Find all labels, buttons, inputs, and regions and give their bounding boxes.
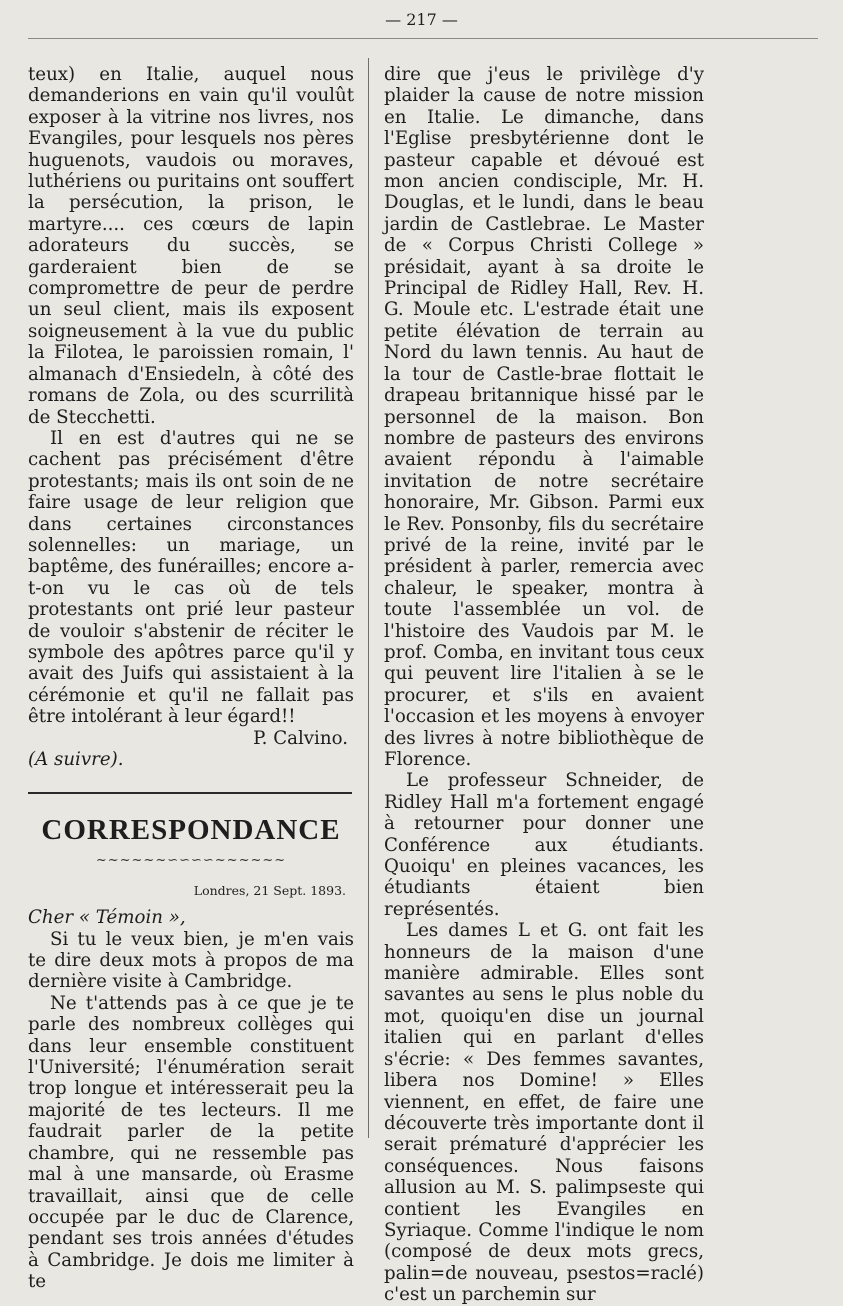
letter-salutation: Cher « Témoin », — [28, 907, 186, 929]
letter-dateline: Londres, 21 Sept. 1893. — [193, 882, 346, 898]
page-number: — 217 — — [385, 10, 458, 29]
to-be-continued-note: (A suivre). — [28, 749, 124, 770]
section-title: CORRESPONDANCE — [41, 814, 341, 847]
left-column — [28, 64, 354, 1293]
section-divider — [28, 792, 352, 794]
right-paragraph-1: dire que j'eus le privilège d'y plaider la cause de notre mission en Italie. Le dimanche, dans l'Eglise presbytérienne dont le pasteur capable et dévoué est mon ancien condisciple, Mr. H. Douglas, et le lundi, dans le beau jardin de Castlebrae. Le Master de « Corpus Christi College » présidait, ayant à sa droite le Principal de Ridley Hall, Rev. H. G. Moule etc. L'estrade était une petite élévation de terrain au Nord du lawn tennis. Au haut de la tour de Castle-brae flottait le drapeau britannique hissé par le personnel de la maison. Bon nombre de pasteurs des environs avaient répondu à l'aimable invitation de notre secrétaire honoraire, Mr. Gibson. Parmi eux le Rev. Ponsonby, fils du secrétaire privé de la reine, invité par le président à parler, remercia avec chaleur, le speaker, montra à toute l'assemblée un vol. de l'histoire des Vaudois par M. le prof. Comba, en invitant tous ceux qui peuvent lire l'italien à se le procurer, et s'ils en avaient l'occasion et les moyens à envoyer des livres à notre bibliothèque de Florence. — [384, 64, 704, 770]
left-paragraph-1: teux) en Italie, auquel nous demanderions en vain qu'il voulût exposer à la vitrine nos livres, nos Evangiles, pour lesquels nos pères huguenots, vaudois ou moraves, luthériens ou puritains ont souffert la persécution, la prison, le martyre.... ces cœurs de lapin adorateurs du succès, se garderaient bien de se compromettre de peur de perdre un seul client, mais ils exposent soigneusement à la vue du public la Filotea, le paroissien romain, l' almanach d'Ensiedeln, à côté des romans de Zola, ou des scurrilità de Stecchetti. — [28, 64, 354, 428]
letter-paragraph-2: Ne t'attends pas à ce que je te parle des nombreux collèges qui dans leur ensemble constituent l'Université; l'énumération serait trop longue et intéresserait peu la majorité de tes lecteurs. Il me faudrait parler de la petite chambre, qui ne ressemble pas mal à une mansarde, où Erasme travaillait, ainsi que de celle occupée par le duc de Clarence, pendant ses trois années d'études à Cambridge. Je dois me limiter à te — [28, 992, 354, 1293]
column-divider — [368, 58, 369, 1138]
right-paragraph-2: Le professeur Schneider, de Ridley Hall m'a fortement engagé à retourner pour donner une Conférence aux étudiants. Quoiqu' en pleines vacances, les étudiants étaient bien représentés. — [384, 770, 704, 920]
title-ornament: ~~~~~~∽∽∽∽~~~~~~ — [95, 853, 287, 869]
header-rule — [28, 38, 818, 39]
article-signature: P. Calvino. — [253, 727, 348, 749]
right-paragraph-3: Les dames L et G. ont fait les honneurs de la maison d'une manière admirable. Elles sont savantes au sens le plus noble du mot, quoiqu'en dise un journal italien qui en parlant d'elles s'écrie: « Des femmes savantes, libera nos Domine! » Elles viennent, en effet, de faire une découverte très importante dont il serait prématuré d'apprécier les conséquences. Nous faisons allusion au M. S. palimpseste qui contient les Evangiles en Syriaque. Comme l'indique le nom (composé de deux mots grecs, palin=de nouveau, psestos=raclé) c'est un parchemin sur — [384, 920, 704, 1306]
letter-paragraph-1: Si tu le veux bien, je m'en vais te dire deux mots à propos de ma dernière visite à Cambridge. — [28, 928, 354, 993]
left-paragraph-2: Il en est d'autres qui ne se cachent pas précisément d'être protestants; mais ils ont soin de ne faire usage de leur religion que dans certaines circonstances solennelles: un mariage, un baptême, des funérailles; encore a-t-on vu le cas où de tels protestants ont prié leur pasteur de vouloir s'abstenir de réciter le symbole des apôtres parce qu'il y avait des Juifs qui assistaient à la cérémonie et qu'il ne fallait pas être intolérant à leur égard!! — [28, 427, 354, 728]
right-column — [384, 64, 704, 1306]
